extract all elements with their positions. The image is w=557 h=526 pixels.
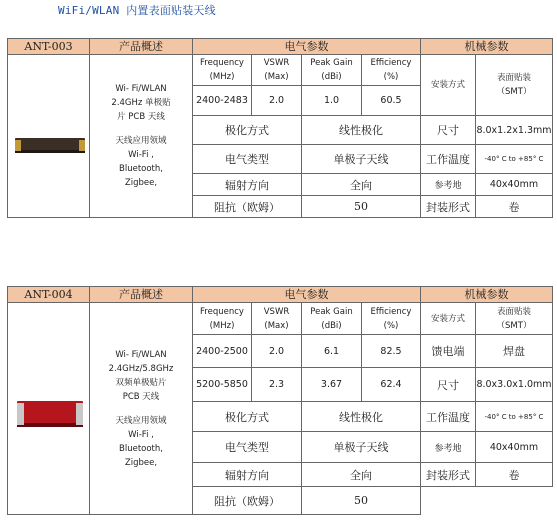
frequency-value: 5200-5850: [193, 368, 252, 402]
app-line: Zigbee,: [124, 178, 158, 188]
efficiency-header-name: Efficiency: [370, 58, 412, 68]
electrical-header: 电气参数: [193, 39, 421, 55]
mounting-value: [476, 55, 553, 116]
app-line: Bluetooth,: [119, 164, 163, 174]
chip-body: [17, 401, 83, 425]
polarization-value: 线性极化: [302, 402, 421, 432]
app-line: Bluetooth,: [119, 443, 163, 454]
impedance-value: 50: [302, 487, 421, 515]
frequency-value: 2400-2500: [193, 335, 252, 368]
chip-pad-right: [76, 403, 83, 425]
overview-header: 产品概述: [90, 287, 193, 303]
gain-header-unit: (dBi): [321, 320, 342, 331]
gain-header-unit: (dBi): [321, 72, 342, 82]
gain-header-name: Peak Gain: [310, 306, 353, 317]
product-description: [90, 55, 193, 218]
package-label: 封装形式: [421, 463, 476, 487]
polarization-value: 线性极化: [302, 116, 421, 145]
reference-value: 40x40mm: [476, 174, 553, 196]
spec-table-ant-003: [7, 38, 553, 218]
app-line: Wi-Fi ,: [128, 150, 154, 160]
size-label: 尺寸: [421, 116, 476, 145]
electrical-type-label: 电气类型: [193, 145, 302, 174]
frequency-header: [193, 303, 252, 335]
product-description: [90, 303, 193, 515]
spec-table-ant-004: [7, 286, 553, 515]
frequency-value: 2400-2483: [193, 86, 252, 116]
frequency-header-unit: (MHz): [209, 320, 235, 331]
chip-pad-left: [15, 140, 21, 151]
gain-header-name: Peak Gain: [310, 58, 353, 68]
impedance-label: 阻抗（欧姆）: [193, 487, 302, 515]
package-value: 卷: [476, 196, 553, 218]
reference-value: 40x40mm: [476, 432, 553, 463]
chip-antenna-image: [9, 311, 89, 501]
empty-cell: [421, 487, 553, 515]
gain-header: [302, 55, 362, 86]
gain-value: 1.0: [302, 86, 362, 116]
vswr-header-name: VSWR: [263, 58, 290, 68]
vswr-header-unit: (Max): [264, 320, 289, 331]
page-title: WiFi/WLAN 内置表面贴装天线: [58, 4, 216, 17]
size-value: 8.0x3.0x1.0mm: [476, 368, 553, 402]
radiation-label: 辐射方向: [193, 463, 302, 487]
size-value: 8.0x1.2x1.3mm: [476, 116, 553, 145]
desc-line: PCB 天线: [122, 391, 160, 402]
app-line: 天线应用领域: [115, 415, 167, 426]
reference-label: 参考地: [421, 174, 476, 196]
desc-line: 双频单极贴片: [115, 377, 167, 388]
temp-label: 工作温度: [421, 402, 476, 432]
temp-value: -40° C to +85° C: [476, 402, 553, 432]
desc-line: Wi- Fi/WLAN: [115, 349, 167, 360]
electrical-type-label: 电气类型: [193, 432, 302, 463]
vswr-value: 2.3: [252, 368, 302, 402]
radiation-value: 全向: [302, 174, 421, 196]
efficiency-value: 82.5: [362, 335, 421, 368]
mounting-label: 安装方式: [421, 303, 476, 335]
electrical-type-value: 单极子天线: [302, 145, 421, 174]
efficiency-header: [362, 55, 421, 86]
vswr-header-name: VSWR: [263, 306, 290, 317]
frequency-header-name: Frequency: [200, 306, 244, 317]
app-line: Wi-Fi ,: [128, 429, 154, 440]
vswr-header: [252, 55, 302, 86]
radiation-label: 辐射方向: [193, 174, 302, 196]
chip-body-shadow: [15, 150, 85, 153]
mechanical-header: 机械参数: [421, 39, 553, 55]
mechanical-header: 机械参数: [421, 287, 553, 303]
vswr-header-unit: (Max): [264, 72, 289, 82]
mounting-value-line: （SMT）: [496, 320, 532, 331]
size-label: 尺寸: [421, 368, 476, 402]
efficiency-header-unit: (%): [383, 320, 399, 331]
impedance-value: 50: [302, 196, 421, 218]
feed-label: 馈电端: [421, 335, 476, 368]
overview-header: 产品概述: [90, 39, 193, 55]
efficiency-header: [362, 303, 421, 335]
desc-line: Wi- Fi/WLAN: [115, 84, 167, 94]
desc-line: 片 PCB 天线: [117, 112, 165, 122]
mounting-label: 安装方式: [421, 55, 476, 116]
impedance-label: 阻抗（欧姆）: [193, 196, 302, 218]
efficiency-header-unit: (%): [383, 72, 399, 82]
efficiency-value: 62.4: [362, 368, 421, 402]
chip-pad-left: [17, 403, 24, 425]
desc-line: 2.4GHz/5.8GHz: [108, 363, 174, 374]
chip-antenna-image: [9, 64, 89, 204]
vswr-header: [252, 303, 302, 335]
vswr-value: 2.0: [252, 86, 302, 116]
temp-label: 工作温度: [421, 145, 476, 174]
temp-value: -40° C to +85° C: [476, 145, 553, 174]
package-label: 封装形式: [421, 196, 476, 218]
mounting-value-line: 表面贴装: [496, 73, 531, 83]
frequency-header-unit: (MHz): [209, 72, 235, 82]
chip-body: [15, 138, 85, 152]
chip-body-shadow: [17, 423, 83, 427]
product-image-cell: [8, 55, 90, 218]
electrical-type-value: 单极子天线: [302, 432, 421, 463]
chip-pad-right: [79, 140, 85, 151]
model-label: ANT-004: [8, 287, 90, 303]
radiation-value: 全向: [302, 463, 421, 487]
efficiency-header-name: Efficiency: [370, 306, 412, 317]
mounting-value-line: （SMT）: [496, 87, 532, 97]
electrical-header: 电气参数: [193, 287, 421, 303]
package-value: 卷: [476, 463, 553, 487]
gain-value: 3.67: [302, 368, 362, 402]
model-label: ANT-003: [8, 39, 90, 55]
mounting-value-line: 表面贴装: [496, 306, 531, 317]
gain-header: [302, 303, 362, 335]
reference-label: 参考地: [421, 432, 476, 463]
feed-value: 焊盘: [476, 335, 553, 368]
polarization-label: 极化方式: [193, 116, 302, 145]
polarization-label: 极化方式: [193, 402, 302, 432]
vswr-value: 2.0: [252, 335, 302, 368]
frequency-header: [193, 55, 252, 86]
app-line: Zigbee,: [124, 457, 158, 468]
desc-line: 2.4GHz 单极贴: [111, 98, 171, 108]
product-image-cell: [8, 303, 90, 515]
efficiency-value: 60.5: [362, 86, 421, 116]
frequency-header-name: Frequency: [200, 58, 244, 68]
mounting-value: [476, 303, 553, 335]
app-line: 天线应用领域: [115, 136, 167, 146]
gain-value: 6.1: [302, 335, 362, 368]
